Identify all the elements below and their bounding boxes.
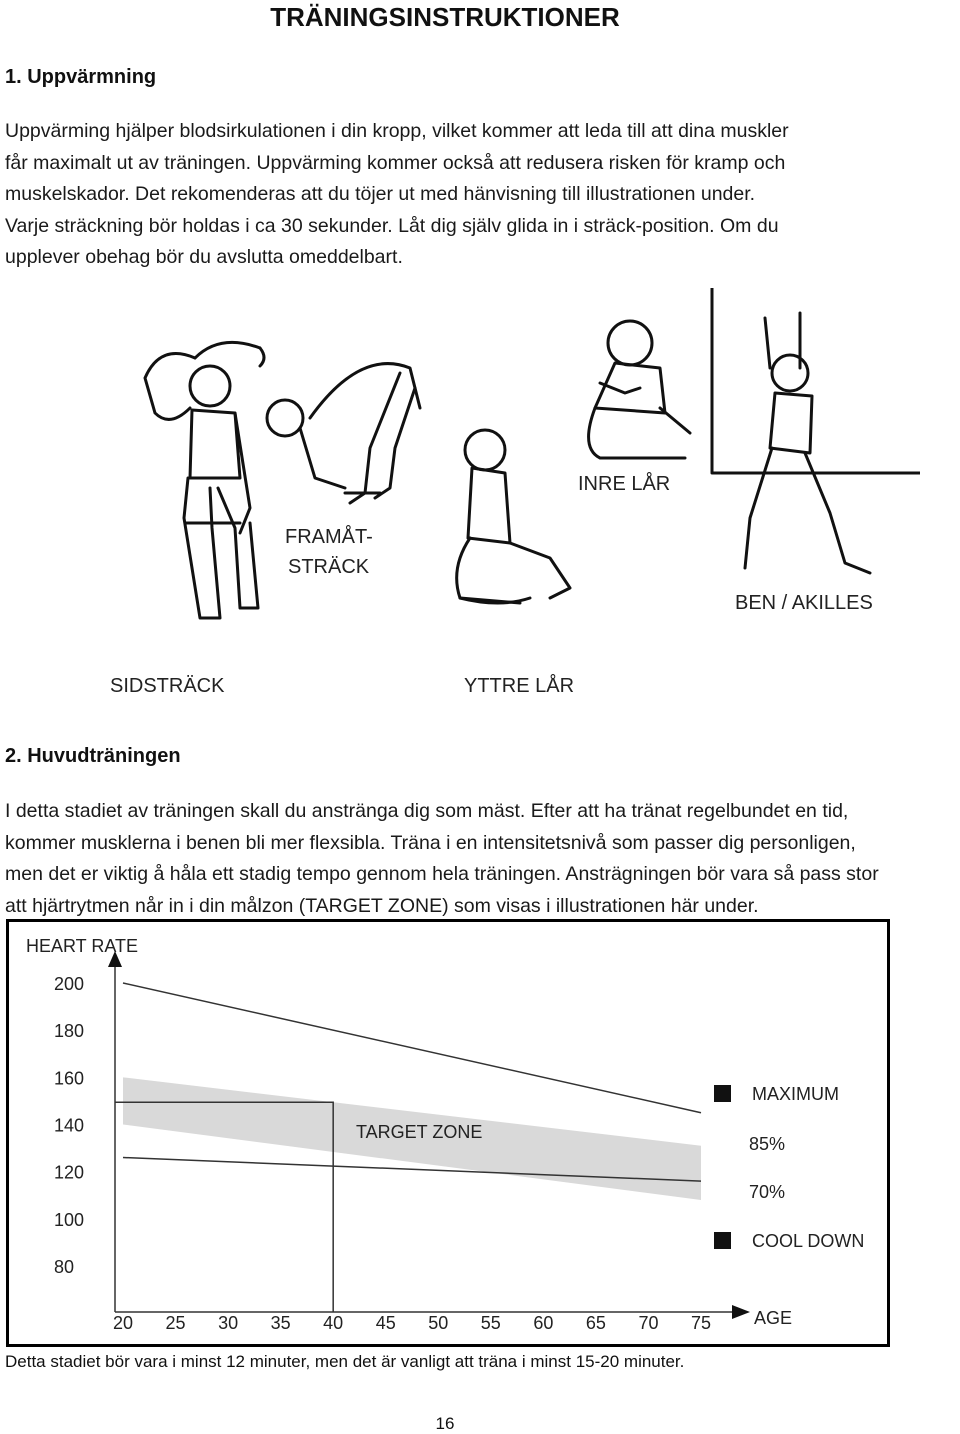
section-2-heading: 2. Huvudträningen bbox=[5, 745, 181, 767]
paragraph-line: men det er viktig å håla ett stadig tempo gennom hela träningen. Ansträgningen bör vara så pass stor bbox=[5, 863, 879, 885]
70-percent-legend: 70% bbox=[749, 1182, 786, 1202]
page-number: 16 bbox=[435, 1414, 455, 1433]
section-1-paragraph bbox=[5, 116, 955, 274]
paragraph-line: att hjärtrytmen når in i din målzon (TARGET ZONE) som visas i illustrationen här under. bbox=[5, 894, 759, 917]
y-tick-label: 120 bbox=[54, 1162, 85, 1183]
y-tick-label: 140 bbox=[54, 1115, 85, 1136]
paragraph-line: I detta stadiet av träningen skall du anstränga dig som mäst. Efter att ha tränat regelbundet en tid, bbox=[5, 800, 849, 822]
x-tick-label: 75 bbox=[690, 1313, 712, 1333]
heart-rate-chart bbox=[6, 919, 890, 1347]
paragraph-line: får maximalt ut av träningen. Uppvärming kommer också att redusera risken för kramp och bbox=[5, 151, 786, 174]
calf-stretch-figure bbox=[712, 288, 920, 573]
x-tick-label: 65 bbox=[585, 1313, 606, 1333]
x-tick-label: 55 bbox=[480, 1313, 501, 1333]
paragraph-line: Varje sträckning bör holdas i ca 30 sekunder. Låt dig själv glida in i sträck-position. Om du bbox=[5, 214, 779, 237]
y-tick-label: 180 bbox=[54, 1021, 85, 1042]
side-stretch-figure bbox=[145, 342, 264, 618]
outer-thigh-label: YTTRE LÅR bbox=[464, 675, 575, 697]
stretch-illustration bbox=[100, 288, 920, 708]
paragraph-line: muskelskador. Det rekomenderas att du töjer ut med hänvisning till illustrationen under. bbox=[5, 183, 756, 205]
paragraph-line: Uppvärming hjälper blodsirkulationen i din kropp, vilket kommer att leda till att dina muskler bbox=[5, 120, 789, 142]
paragraph-line: kommer musklerna i benen bli mer flexsibla. Träna i en intensitetsnivå som passer dig personligen, bbox=[5, 831, 856, 854]
cool-down-marker bbox=[714, 1232, 731, 1249]
page-title: TRÄNINGSINSTRUKTIONER bbox=[270, 2, 620, 32]
y-axis-label: HEART RATE bbox=[26, 936, 139, 956]
x-tick-label: 20 bbox=[112, 1313, 134, 1333]
forward-stretch-label-1: FRAMÅT- bbox=[285, 526, 373, 548]
inner-thigh-stretch-figure bbox=[589, 321, 690, 458]
maximum-legend: MAXIMUM bbox=[752, 1084, 839, 1104]
outer-thigh-stretch-figure bbox=[457, 430, 570, 603]
x-axis-label: AGE bbox=[754, 1308, 793, 1328]
footer-note: Detta stadiet bör vara i minst 12 minuter, men det är vanligt att träna i minst 15-20 minuter. bbox=[5, 1352, 685, 1371]
inner-thigh-label: INRE LÅR bbox=[578, 473, 671, 495]
maximum-marker bbox=[714, 1085, 731, 1102]
cool-down-legend: COOL DOWN bbox=[752, 1231, 865, 1251]
section-2-paragraph bbox=[5, 796, 955, 922]
x-tick-label: 40 bbox=[323, 1313, 344, 1333]
x-tick-label: 25 bbox=[165, 1313, 186, 1333]
y-tick-label: 100 bbox=[54, 1209, 85, 1230]
85-percent-legend: 85% bbox=[749, 1134, 786, 1154]
x-tick-label: 60 bbox=[533, 1313, 554, 1333]
x-tick-label: 35 bbox=[270, 1313, 291, 1333]
x-tick-label: 50 bbox=[428, 1313, 449, 1333]
target-zone-label: TARGET ZONE bbox=[356, 1122, 483, 1142]
section-1-heading: 1. Uppvärmning bbox=[5, 66, 157, 88]
x-tick-label: 30 bbox=[218, 1313, 239, 1333]
y-tick-label: 160 bbox=[54, 1068, 85, 1089]
y-tick-label: 80 bbox=[54, 1257, 75, 1277]
side-stretch-label: SIDSTRÄCK bbox=[110, 675, 225, 697]
x-tick-label: 45 bbox=[375, 1313, 396, 1333]
forward-stretch-label-2: STRÄCK bbox=[288, 556, 370, 578]
forward-stretch-figure bbox=[267, 364, 420, 503]
y-tick-label: 200 bbox=[54, 974, 85, 994]
calf-stretch-label: BEN / AKILLES bbox=[735, 592, 873, 614]
paragraph-line: upplever obehag bör du avslutta omeddelbart. bbox=[5, 246, 403, 268]
x-tick-label: 70 bbox=[638, 1313, 659, 1333]
